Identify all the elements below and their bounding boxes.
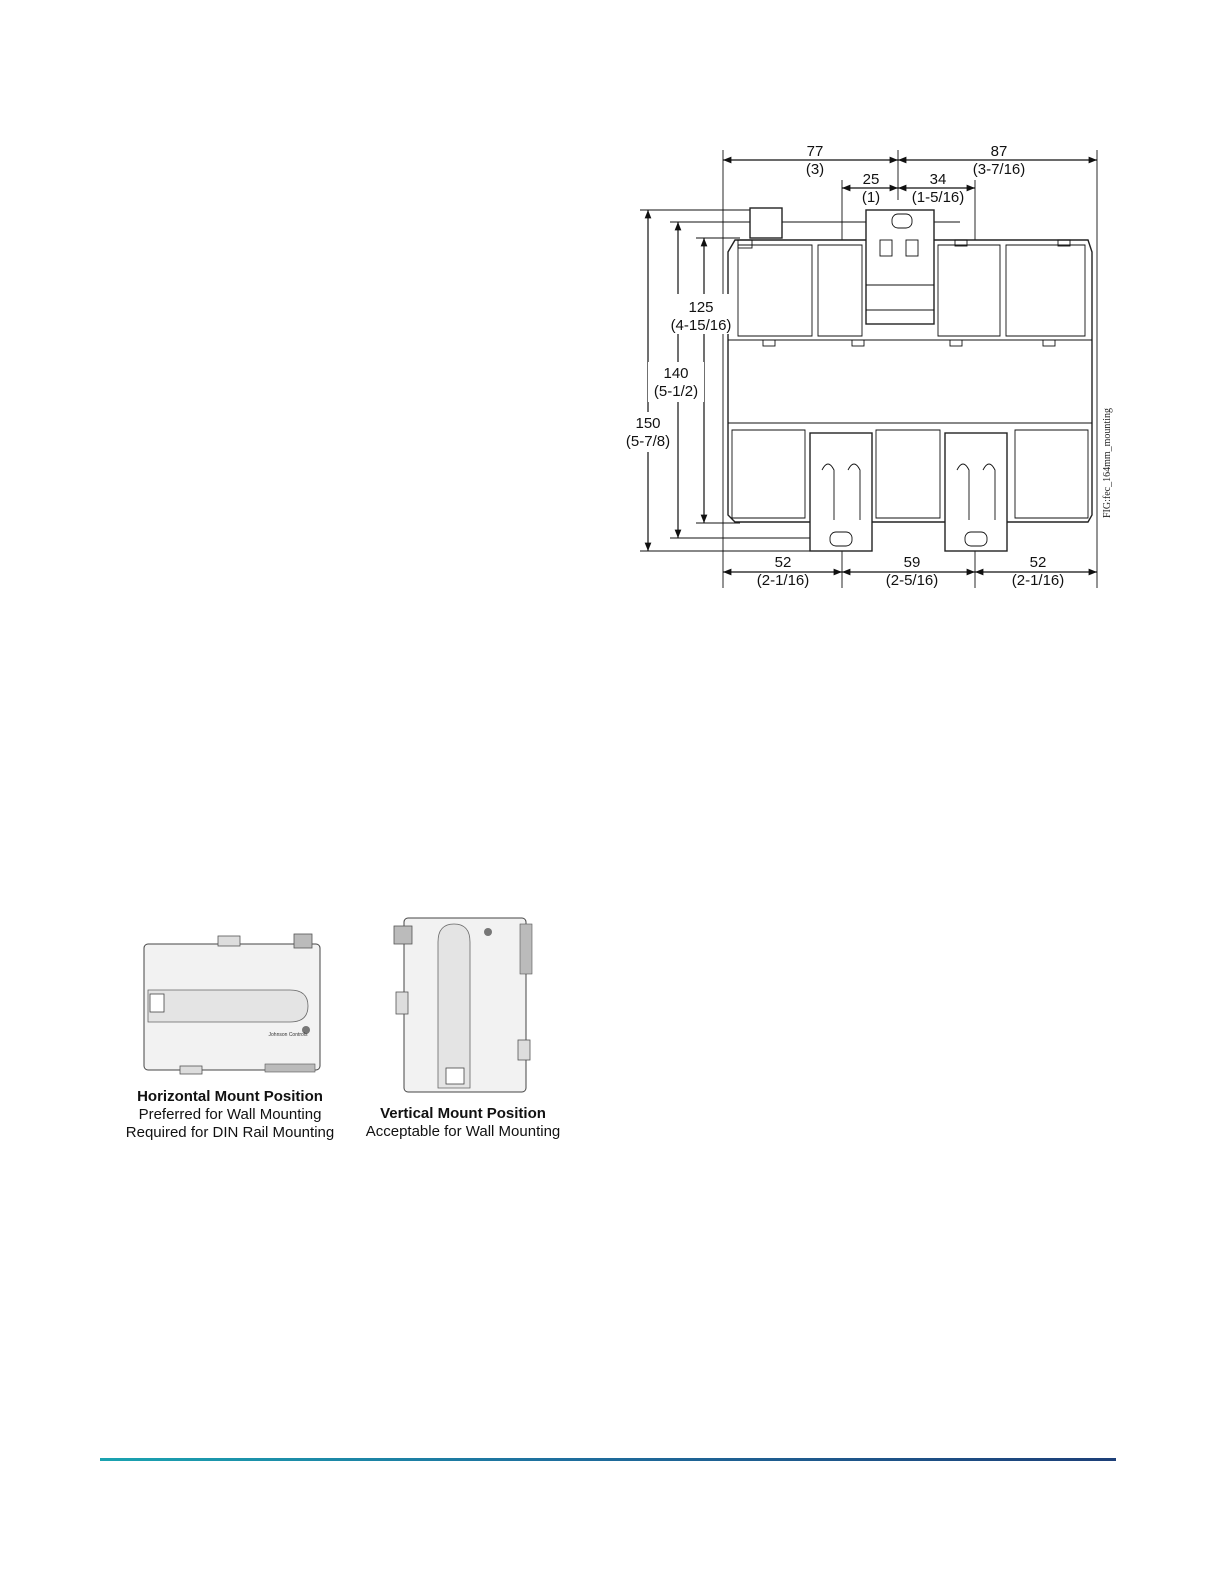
horizontal-mount-title: Horizontal Mount Position [137,1088,323,1105]
dim-125-inch: (4-15/16) [670,317,732,334]
dim-34-inch: (1-5/16) [911,189,965,206]
vertical-mount-caption [350,1105,576,1141]
dim-25: 25 [862,171,880,188]
controller-outline [728,208,1092,551]
dim-140: 140 [663,365,689,382]
dim-59: 59 [903,554,921,571]
dim-59-inch: (2-5/16) [885,572,939,589]
dim-77: 77 [806,143,824,160]
vertical-mount-figure [390,912,540,1096]
dim-150: 150 [635,415,661,432]
dim-52-right-inch: (2-1/16) [1011,572,1065,589]
dim-52-right: 52 [1029,554,1047,571]
dim-34: 34 [929,171,947,188]
svg-text:Johnson Controls: Johnson Controls [268,1032,308,1038]
horizontal-mount-caption [110,1088,350,1142]
vertical-mount-title: Vertical Mount Position [380,1105,546,1122]
footer-rule [100,1458,1116,1461]
dim-125: 125 [688,299,714,316]
dim-25-inch: (1) [861,189,881,206]
figure-tag: FIG:fec_164mm_mounting [1102,408,1113,518]
dim-52-left: 52 [774,554,792,571]
horizontal-mount-line2: Required for DIN Rail Mounting [125,1124,335,1141]
dim-140-inch: (5-1/2) [653,383,699,400]
dim-52-left-inch: (2-1/16) [756,572,810,589]
horizontal-mount-figure [140,930,325,1078]
dim-87: 87 [990,143,1008,160]
dim-150-inch: (5-7/8) [625,433,671,450]
dim-87-inch: (3-7/16) [972,161,1026,178]
horizontal-mount-line1: Preferred for Wall Mounting [138,1106,322,1123]
vertical-mount-line1: Acceptable for Wall Mounting [365,1123,561,1140]
dimension-drawing [600,140,1120,600]
dim-77-inch: (3) [805,161,825,178]
